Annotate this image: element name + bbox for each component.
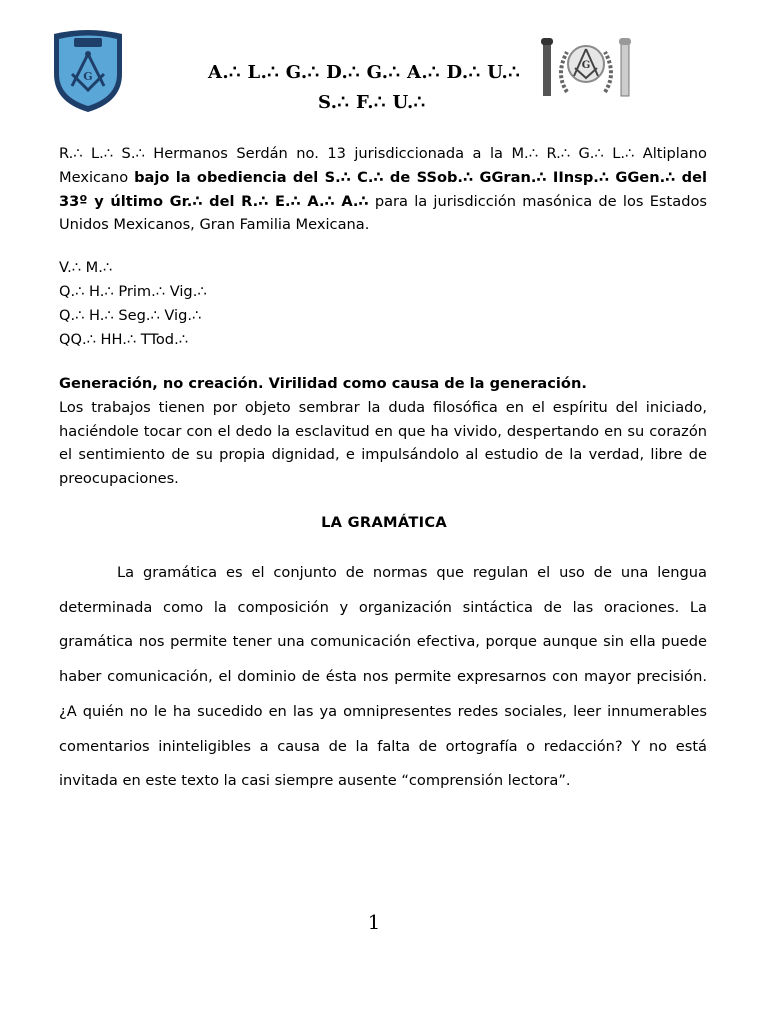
intro-text-b: para la jurisdicción masónica de los Estados Unidos Mexicanos, Gran Familia Mexicana. — [59, 192, 707, 234]
theme-text: Los trabajos tienen por objeto sembrar la duda filosófica en el espíritu del iniciado, haciéndole tocar con el dedo la esclavitud en que ha vivido, despertando en su corazón el sentimiento de su propia dignidad, e impulsándolo al estudio de la verdad, libre de preocupaciones. — [59, 398, 707, 488]
officers-list — [59, 256, 707, 352]
theme-heading: Generación, no creación. Virilidad como causa de la generación. — [59, 375, 587, 392]
section-paragraph: La gramática es el conjunto de normas que regulan el uso de una lengua determinada como la composición y organización sintáctica de las oraciones. La gramática nos permite tener una comunicación efectiva, porque aunque sin ella puede haber comunicación, el dominio de ésta nos permite expresarnos con mayor precisión. ¿A quién no le ha sucedido en las ya omnipresentes redes sociales, leer innumerables comentarios ininteligibles a causa de la falta de ortografía o redacción? Y no está invitada en este texto la casi siempre ausente “comprensión lectora”. — [59, 564, 707, 790]
officer-line: Q.∴ H.∴ Prim.∴ Vig.∴ — [59, 283, 207, 300]
header-line-1: A.∴ L.∴ G.∴ D.∴ G.∴ A.∴ D.∴ U.∴ — [208, 62, 521, 83]
officer-line: V.∴ M.∴ — [59, 259, 113, 276]
pillars-laurel-g-emblem-icon — [537, 34, 635, 100]
intro-bold-text: bajo la obediencia del S.∴ C.∴ de SSob.∴ GGran.∴ IInsp.∴ GGen.∴ del 33º y último Gr.∴ del R.∴ E.∴ A.∴ A.∴ — [59, 168, 707, 210]
theme-block — [59, 372, 707, 491]
square-and-compass-shield-icon — [50, 28, 126, 114]
intro-paragraph — [59, 142, 707, 237]
page-number: 1 — [367, 910, 381, 934]
header-line-2: S.∴ F.∴ U.∴ — [318, 92, 426, 113]
intro-text-a: R.∴ L.∴ S.∴ Hermanos Serdán no. 13 jurisdiccionada a la M.∴ R.∴ G.∴ L.∴ Altiplano Mexicano — [59, 145, 707, 186]
svg-text:G: G — [581, 60, 591, 71]
svg-text:G: G — [83, 70, 93, 83]
section-title: LA GRAMÁTICA — [321, 514, 447, 531]
officer-line: QQ.∴ HH.∴ TTod.∴ — [59, 331, 188, 348]
officer-line: Q.∴ H.∴ Seg.∴ Vig.∴ — [59, 307, 202, 324]
